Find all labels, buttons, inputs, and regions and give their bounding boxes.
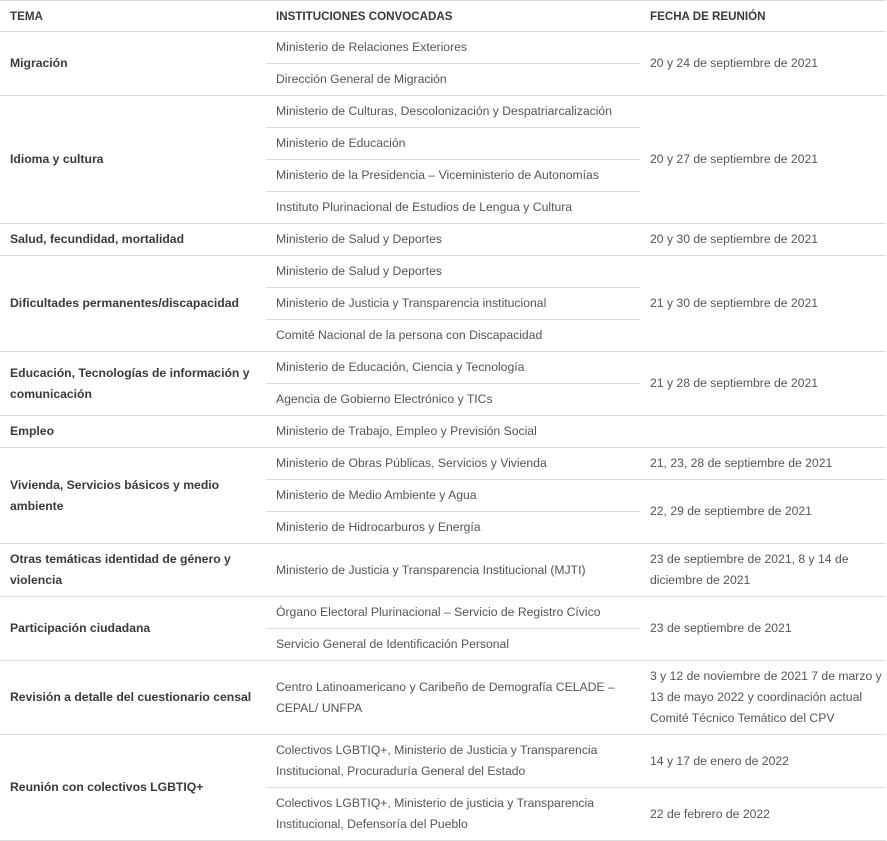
table-row (0, 661, 886, 735)
institution-cell: Ministerio de Relaciones Exteriores (266, 32, 640, 64)
institution-cell: Ministerio de Culturas, Descolonización y Despatriarcalización (266, 96, 640, 128)
date-cell: 20 y 24 de septiembre de 2021 (640, 32, 886, 96)
institution-cell: Ministerio de Hidrocarburos y Energía (266, 512, 640, 544)
topic-cell: Educación, Tecnologías de información y comunicación (0, 352, 266, 416)
topic-cell: Idioma y cultura (0, 96, 266, 224)
table-row (0, 448, 886, 480)
institution-cell: Ministerio de Justicia y Transparencia Institucional (MJTI) (266, 544, 640, 597)
institution-cell: Agencia de Gobierno Electrónico y TICs (266, 384, 640, 416)
date-cell: 20 y 27 de septiembre de 2021 (640, 96, 886, 224)
table-row (0, 224, 886, 256)
date-cell: 21 y 30 de septiembre de 2021 (640, 256, 886, 352)
date-cell: 14 y 17 de enero de 2022 (640, 735, 886, 788)
institution-cell: Instituto Plurinacional de Estudios de Lengua y Cultura (266, 192, 640, 224)
institution-cell: Ministerio de Salud y Deportes (266, 224, 640, 256)
institution-cell: Órgano Electoral Plurinacional – Servicio de Registro Cívico (266, 597, 640, 629)
institution-cell: Dirección General de Migración (266, 64, 640, 96)
topic-cell: Participación ciudadana (0, 597, 266, 661)
table-row (0, 256, 886, 288)
table-row (0, 597, 886, 629)
date-cell: 23 de septiembre de 2021 (640, 597, 886, 661)
institution-cell: Colectivos LGBTIQ+, Ministerio de Justicia y Transparencia Institucional, Procuraduría General del Estado (266, 735, 640, 788)
topic-cell: Otras temáticas identidad de género y violencia (0, 544, 266, 597)
institution-cell: Ministerio de Educación (266, 128, 640, 160)
institution-cell: Servicio General de Identificación Personal (266, 629, 640, 661)
topic-cell: Migración (0, 32, 266, 96)
topic-cell: Reunión con colectivos LGBTIQ+ (0, 735, 266, 841)
institution-cell: Ministerio de Salud y Deportes (266, 256, 640, 288)
topic-cell: Salud, fecundidad, mortalidad (0, 224, 266, 256)
table-row (0, 416, 886, 448)
institution-cell: Ministerio de Obras Públicas, Servicios y Vivienda (266, 448, 640, 480)
topic-cell: Vivienda, Servicios básicos y medio ambiente (0, 448, 266, 544)
institution-cell: Ministerio de la Presidencia – Viceministerio de Autonomías (266, 160, 640, 192)
table-row (0, 96, 886, 128)
institution-cell: Ministerio de Justicia y Transparencia institucional (266, 288, 640, 320)
topic-cell: Dificultades permanentes/discapacidad (0, 256, 266, 352)
header-instituciones: INSTITUCIONES CONVOCADAS (266, 1, 640, 32)
date-cell: 21, 23, 28 de septiembre de 2021 (640, 448, 886, 480)
date-cell: 20 y 30 de septiembre de 2021 (640, 224, 886, 256)
header-tema: TEMA (0, 1, 266, 32)
date-cell: 22 de febrero de 2022 (640, 788, 886, 841)
table-row (0, 544, 886, 597)
institution-cell: Centro Latinoamericano y Caribeño de Demografía CELADE – CEPAL/ UNFPA (266, 661, 640, 735)
table-row (0, 32, 886, 64)
institution-cell: Comité Nacional de la persona con Discapacidad (266, 320, 640, 352)
date-cell: 23 de septiembre de 2021, 8 y 14 de diciembre de 2021 (640, 544, 886, 597)
date-cell (640, 416, 886, 448)
table-row (0, 352, 886, 384)
institution-cell: Colectivos LGBTIQ+, Ministerio de justicia y Transparencia Institucional, Defensoría del Pueblo (266, 788, 640, 841)
topic-cell: Empleo (0, 416, 266, 448)
topic-cell: Revisión a detalle del cuestionario censal (0, 661, 266, 735)
table-row (0, 735, 886, 788)
table-body (0, 32, 886, 841)
header-row (0, 1, 886, 32)
institution-cell: Ministerio de Educación, Ciencia y Tecnología (266, 352, 640, 384)
institution-cell: Ministerio de Medio Ambiente y Agua (266, 480, 640, 512)
date-cell: 21 y 28 de septiembre de 2021 (640, 352, 886, 416)
date-cell: 3 y 12 de noviembre de 2021 7 de marzo y 13 de mayo 2022 y coordinación actual Comité Técnico Temático del CPV (640, 661, 886, 735)
date-cell: 22, 29 de septiembre de 2021 (640, 480, 886, 544)
header-fecha: FECHA DE REUNIÓN (640, 1, 886, 32)
institution-cell: Ministerio de Trabajo, Empleo y Previsión Social (266, 416, 640, 448)
